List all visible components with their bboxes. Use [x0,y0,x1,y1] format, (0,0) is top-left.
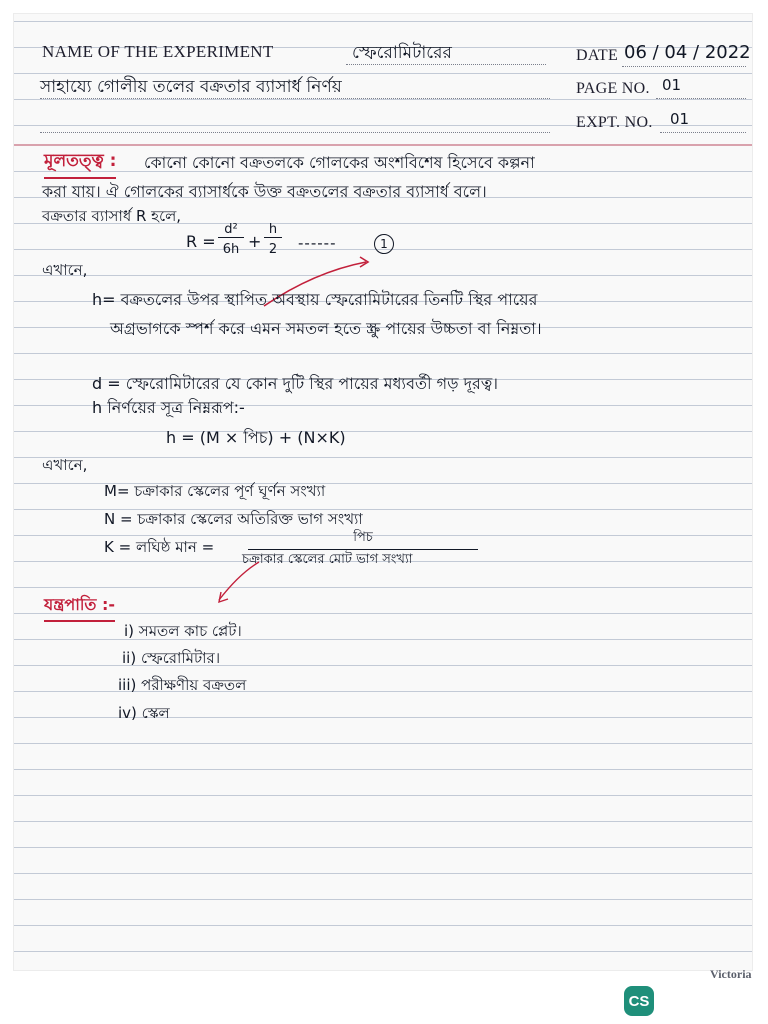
formula-frac1-numerator: d² [218,222,244,238]
notebook-brand-logo: Victoria [710,967,752,981]
apparatus-heading: যন্ত্রপাতি :- [44,592,115,622]
formula-frac1-denominator: 6h [222,242,240,257]
theory-line-1: কোনো কোনো বক্রতলকে গোলকের অংশবিশেষ হিসেবে কল্পনা [144,153,535,172]
theory-line-2: করা যায়। ঐ গোলকের ব্যাসার্ধকে উক্ত বক্রতলের বক্রতার ব্যাসার্ধ বলে। [42,182,487,201]
k-fraction-numerator: পিচ [248,528,478,550]
experiment-name-label: NAME OF THE EXPERIMENT [42,42,274,61]
apparatus-item-4: iv) স্কেল [118,704,170,722]
where-label-1: এখানে, [42,261,88,279]
h-rule-heading: h নির্ণয়ের সূত্র নিম্নরূপ:- [92,398,245,417]
formula-plus: + [248,232,262,251]
h-definition-line-1: h= বক্রতলের উপর স্থাপিত অবস্থায় স্ফেরোমিটারের তিনটি স্থির পায়ের [92,290,538,309]
apparatus-item-2: ii) স্ফেরোমিটার। [122,649,221,667]
page-no-label: PAGE NO. [576,80,650,97]
d-definition: d = স্ফেরোমিটারের যে কোন দুটি স্থির পায়ের মধ্যবর্তী গড় দূরত্ব। [92,374,498,393]
formula-frac2-denominator: 2 [268,242,278,257]
notebook-page [14,14,752,981]
apparatus-item-3: iii) পরীক্ষণীয় বক্রতল [118,676,247,694]
page-no-value: 01 [662,76,682,94]
formula-r-lhs: R = [186,232,216,251]
k-fraction-denominator: চক্রাকার স্কেলের মোট ভাগ সংখ্যা [242,552,413,567]
expt-no-label: EXPT. NO. [576,114,653,131]
experiment-name-value-line2: সাহায্যে গোলীয় তলের বক্রতার ব্যাসার্ধ নির্ণয় [40,77,342,97]
formula-dashes: ------ [298,234,337,252]
k-definition-lhs: K = লঘিষ্ঠ মান = [104,538,215,556]
date-value: 06 / 04 / 2022 [624,42,751,63]
h-definition-line-2: অগ্রভাগকে স্পর্শ করে এমন সমতল হতে স্ক্রু পায়ের উচ্চতা বা নিম্নতা। [110,319,542,338]
h-formula: h = (M × পিচ) + (N×K) [166,428,346,447]
experiment-name-value-line1: স্ফেরোমিটারের [352,43,452,63]
formula-number-circle: 1 [374,234,394,254]
where-label-2: এখানে, [42,456,88,474]
expt-no-value: 01 [670,110,690,128]
m-definition: M= চক্রাকার স্কেলের পূর্ণ ঘূর্ণন সংখ্যা [104,482,326,500]
formula-frac2-numerator: h [264,222,282,238]
n-definition: N = চক্রাকার স্কেলের অতিরিক্ত ভাগ সংখ্যা [104,510,363,528]
apparatus-item-1: i) সমতল কাচ প্লেট। [124,622,242,640]
camscanner-logo: CS [624,986,654,1016]
date-label: DATE [576,47,619,64]
theory-line-3: বক্রতার ব্যাসার্ধ R হলে, [42,207,182,225]
theory-heading: মূলতত্ত্ব : [44,148,116,179]
